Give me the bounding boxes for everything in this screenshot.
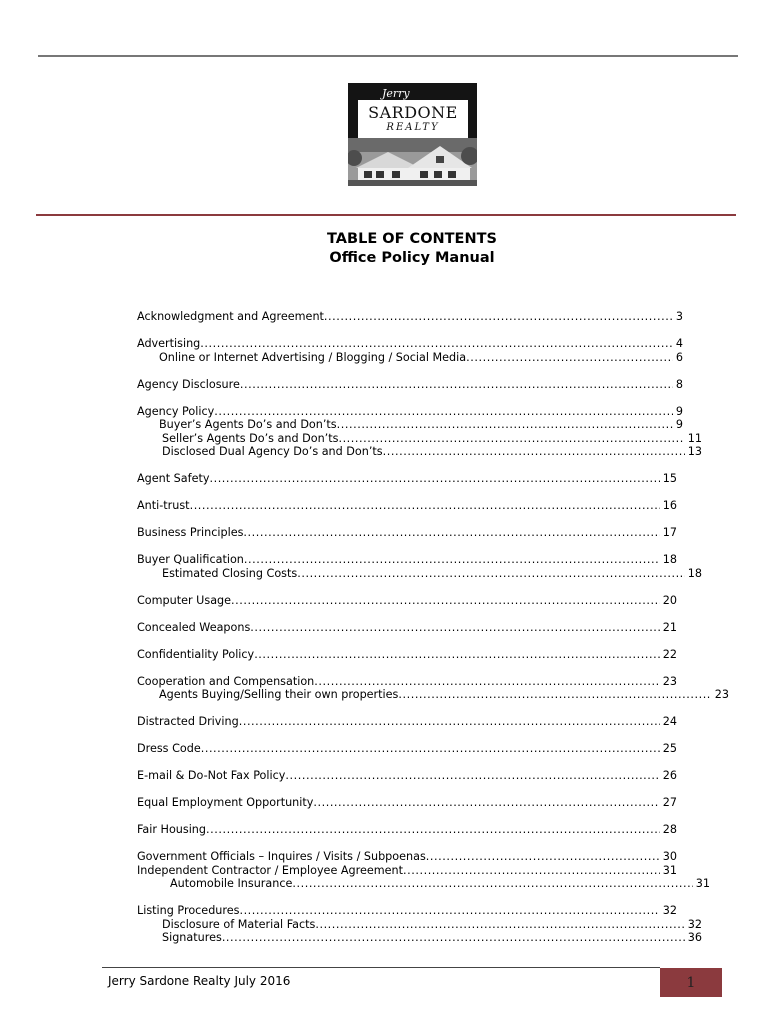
toc-entry (137, 594, 677, 608)
toc-entry-page: 17 (662, 526, 677, 539)
toc-entry-page: 21 (662, 620, 677, 634)
toc-entry-page: 22 (662, 647, 677, 661)
toc-dot-leader (292, 877, 692, 891)
toc-entry-page: 36 (687, 931, 702, 944)
toc-entry-label: Anti-trust (137, 499, 190, 512)
toc-dot-leader (190, 499, 660, 513)
toc-entry-label: Agent Safety (137, 472, 210, 485)
toc-dot-leader (314, 675, 659, 689)
toc-entry-page: 23 (662, 674, 677, 688)
toc-entry-page: 8 (675, 377, 683, 391)
toc-entry (137, 499, 677, 513)
toc-entry-page: 28 (662, 823, 677, 836)
toc-dot-leader (201, 742, 660, 756)
toc-entry-label: Signatures (162, 931, 222, 944)
toc-entry (137, 931, 702, 945)
toc-entry (137, 877, 710, 891)
toc-entry-label: Buyer’s Agents Do’s and Don’ts (159, 418, 337, 431)
toc-dot-leader (200, 337, 673, 351)
toc-entry-page: 25 (662, 742, 677, 755)
toc-entry-label: Acknowledgment and Agreement (137, 310, 324, 323)
toc-entry (137, 769, 677, 783)
toc-entry-page: 16 (662, 499, 677, 512)
toc-entry (137, 418, 683, 432)
toc-dot-leader (222, 931, 685, 945)
toc-entry-label: Business Principles (137, 526, 244, 539)
toc-entry (137, 553, 677, 567)
toc-dot-leader (239, 715, 660, 729)
toc-entry (137, 864, 677, 878)
toc-dot-leader (426, 850, 660, 864)
toc-entry-page: 27 (662, 796, 677, 809)
toc-entry (137, 526, 677, 540)
toc-entry-page: 30 (662, 850, 677, 863)
toc-entry-label: Independent Contractor / Employee Agreement (137, 863, 404, 877)
toc-entry-label: Disclosure of Material Facts (162, 917, 316, 931)
toc-entry-label: Government Officials – Inquires / Visits / Subpoenas (137, 850, 426, 863)
toc-entry-page: 9 (675, 418, 683, 431)
toc-entry-label: Estimated Closing Costs (162, 566, 298, 580)
toc-entry-page: 18 (687, 566, 702, 580)
toc-entry (137, 351, 683, 365)
toc-dot-leader (337, 418, 673, 432)
toc-entry (137, 432, 702, 446)
page-number-box (660, 968, 722, 997)
logo-script-text: Jerry (382, 87, 410, 100)
toc-entry-page: 11 (687, 431, 702, 445)
toc-entry-page: 20 (662, 593, 677, 607)
toc-entry-label: Agency Policy (137, 404, 215, 418)
toc-entry-page: 4 (675, 337, 683, 350)
toc-dot-leader (206, 823, 660, 837)
toc-entry-label: Concealed Weapons (137, 620, 251, 634)
toc-entry-label: Equal Employment Opportunity (137, 796, 314, 809)
accent-rule (36, 214, 736, 216)
toc-entry-page: 18 (662, 553, 677, 566)
toc-entry-page: 9 (675, 404, 683, 418)
toc-dot-leader (324, 310, 673, 324)
toc-entry-page: 31 (695, 877, 710, 890)
toc-dot-leader (231, 594, 660, 608)
toc-entry (137, 850, 677, 864)
toc-entry (137, 378, 683, 392)
toc-dot-leader (254, 648, 660, 662)
toc-entry-label: Seller’s Agents Do’s and Don’ts (162, 431, 339, 445)
toc-entry (137, 904, 677, 918)
house-illustration (348, 138, 477, 186)
toc-entry (137, 675, 677, 689)
toc-entry-label: Disclosed Dual Agency Do’s and Don’ts (162, 445, 383, 458)
toc-entry-page: 32 (687, 917, 702, 931)
toc-entry-page: 3 (675, 310, 683, 323)
title-line-2: Office Policy Manual (329, 250, 495, 266)
page-title (0, 230, 770, 268)
toc-entry-label: Online or Internet Advertising / Blogging / Social Media (159, 350, 467, 364)
toc-dot-leader (244, 553, 660, 567)
toc-dot-leader (338, 432, 684, 446)
toc-dot-leader (285, 769, 659, 783)
title-line-1: TABLE OF CONTENTS (327, 231, 497, 247)
toc-entry (137, 337, 683, 351)
page-number: 1 (686, 975, 696, 991)
toc-entry (137, 567, 702, 581)
toc-entry-label: Agency Disclosure (137, 377, 240, 391)
toc-dot-leader (398, 688, 711, 702)
toc-entry-page: 23 (714, 688, 729, 701)
toc-entry (137, 621, 677, 635)
footer-rule (102, 967, 660, 968)
toc-entry (137, 918, 702, 932)
toc-dot-leader (315, 918, 684, 932)
toc-entry (137, 796, 677, 810)
toc-entry (137, 405, 683, 419)
toc-dot-leader (297, 567, 685, 581)
toc-entry (137, 310, 683, 324)
toc-entry (137, 823, 677, 837)
logo-name-panel (358, 100, 468, 138)
toc-dot-leader (209, 472, 659, 486)
toc-entry-page: 24 (662, 715, 677, 728)
toc-dot-leader (403, 864, 660, 878)
toc-entry (137, 445, 702, 459)
toc-dot-leader (243, 526, 659, 540)
logo-brand: SARDONE (368, 103, 458, 122)
toc-entry-label: Dress Code (137, 742, 201, 755)
toc-entry-label: Listing Procedures (137, 904, 240, 917)
toc-dot-leader (240, 378, 673, 392)
toc-entry (137, 688, 729, 702)
toc-dot-leader (313, 796, 659, 810)
toc-entry (137, 742, 677, 756)
toc-entry (137, 648, 677, 662)
toc-dot-leader (214, 405, 673, 419)
toc-entry-label: Computer Usage (137, 593, 232, 607)
top-rule (38, 55, 738, 57)
toc-entry-label: Fair Housing (137, 823, 207, 836)
toc-entry-label: E-mail & Do-Not Fax Policy (137, 769, 286, 782)
toc-entry (137, 472, 677, 486)
toc-entry (137, 715, 677, 729)
toc-entry-label: Advertising (137, 337, 201, 350)
toc-entry-page: 31 (662, 863, 677, 877)
toc-dot-leader (383, 445, 685, 459)
toc-dot-leader (250, 621, 659, 635)
toc-dot-leader (466, 351, 673, 365)
company-logo (348, 83, 477, 186)
toc-entry-page: 15 (662, 472, 677, 485)
toc-entry-label: Confidentiality Policy (137, 647, 255, 661)
toc-entry-label: Cooperation and Compensation (137, 674, 315, 688)
toc-entry-label: Buyer Qualification (137, 553, 244, 566)
table-of-contents (137, 310, 729, 945)
toc-entry-page: 13 (687, 445, 702, 458)
toc-entry-page: 26 (662, 769, 677, 782)
toc-entry-label: Agents Buying/Selling their own properties (159, 688, 399, 701)
toc-dot-leader (239, 904, 659, 918)
footer-text: Jerry Sardone Realty July 2016 (108, 974, 291, 988)
toc-entry-label: Automobile Insurance (170, 877, 293, 890)
toc-entry-page: 6 (675, 350, 683, 364)
toc-entry-label: Distracted Driving (137, 715, 239, 728)
logo-brand-sub: REALTY (386, 122, 440, 133)
toc-entry-page: 32 (662, 904, 677, 917)
